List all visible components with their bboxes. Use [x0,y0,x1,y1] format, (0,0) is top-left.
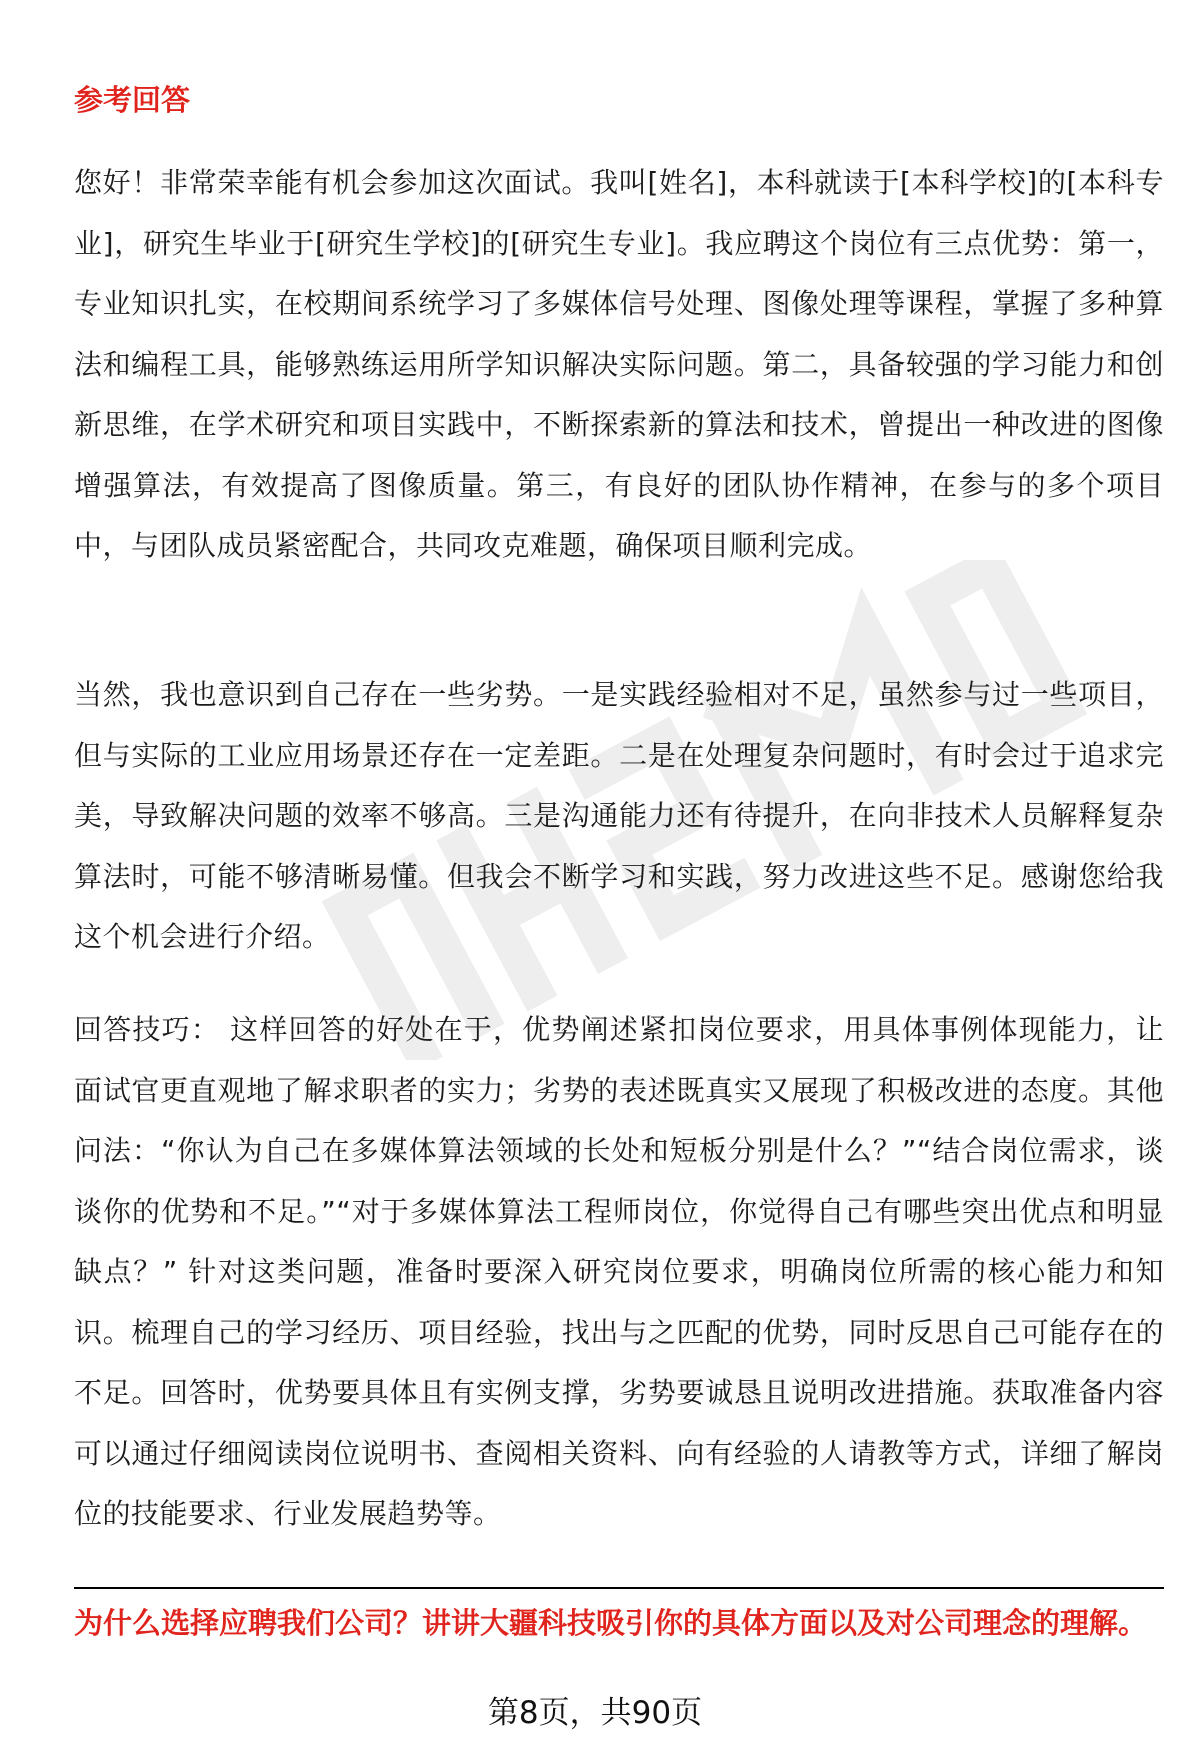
page-number: 第8页，共90页 [487,1695,703,1731]
next-question-heading: 为什么选择应聘我们公司？讲讲大疆科技吸引你的具体方面以及对公司理念的理解。 [74,1606,1148,1640]
section-divider [74,1587,1164,1589]
answer-paragraph-weaknesses: 当然，我也意识到自己存在一些劣势。一是实践经验相对不足，虽然参与过一些项目，但与实际的工业应用场景还存在一定差距。二是在处理复杂问题时，有时会过于追求完美，导致解决问题的效率不够高。三是沟通能力还有待提升，在向非技术人员解释复杂算法时，可能不够清晰易懂。但我会不断学习和实践，努力改进这些不足。感谢您给我这个机会进行介绍。 [74,678,1164,953]
section-title: 参考回答 [74,83,191,117]
answer-paragraph-strengths: 您好！非常荣幸能有机会参加这次面试。我叫[姓名]，本科就读于[本科学校]的[本科专业]，研究生毕业于[研究生学校]的[研究生专业]。我应聘这个岗位有三点优势：第一，专业知识扎实，在校期间系统学习了多媒体信号处理、图像处理等课程，掌握了多种算法和编程工具，能够熟练运用所学知识解决实际问题。第二，具备较强的学习能力和创新思维，在学术研究和项目实践中，不断探索新的算法和技术，曾提出一种改进的图像增强算法，有效提高了图像质量。第三，有良好的团队协作精神，在参与的多个项目中，与团队成员紧密配合，共同攻克难题，确保项目顺利完成。 [74,166,1164,562]
answer-tips-paragraph: 回答技巧： 这样回答的好处在于，优势阐述紧扣岗位要求，用具体事例体现能力，让面试官更直观地了解求职者的实力；劣势的表述既真实又展现了积极改进的态度。其他问法：“你认为自己在多媒体算法领域的长处和短板分别是什么？”“结合岗位需求，谈谈你的优势和不足。”“对于多媒体算法工程师岗位，你觉得自己有哪些突出优点和明显缺点？” 针对这类问题，准备时要深入研究岗位要求，明确岗位所需的核心能力和知识。梳理自己的学习经历、项目经验，找出与之匹配的优势，同时反思自己可能存在的不足。回答时，优势要具体且有实例支撑，劣势要诚恳且说明改进措施。获取准备内容可以通过仔细阅读岗位说明书、查阅相关资料、向有经验的人请教等方式，详细了解岗位的技能要求、行业发展趋势等。 [74,1013,1164,1530]
